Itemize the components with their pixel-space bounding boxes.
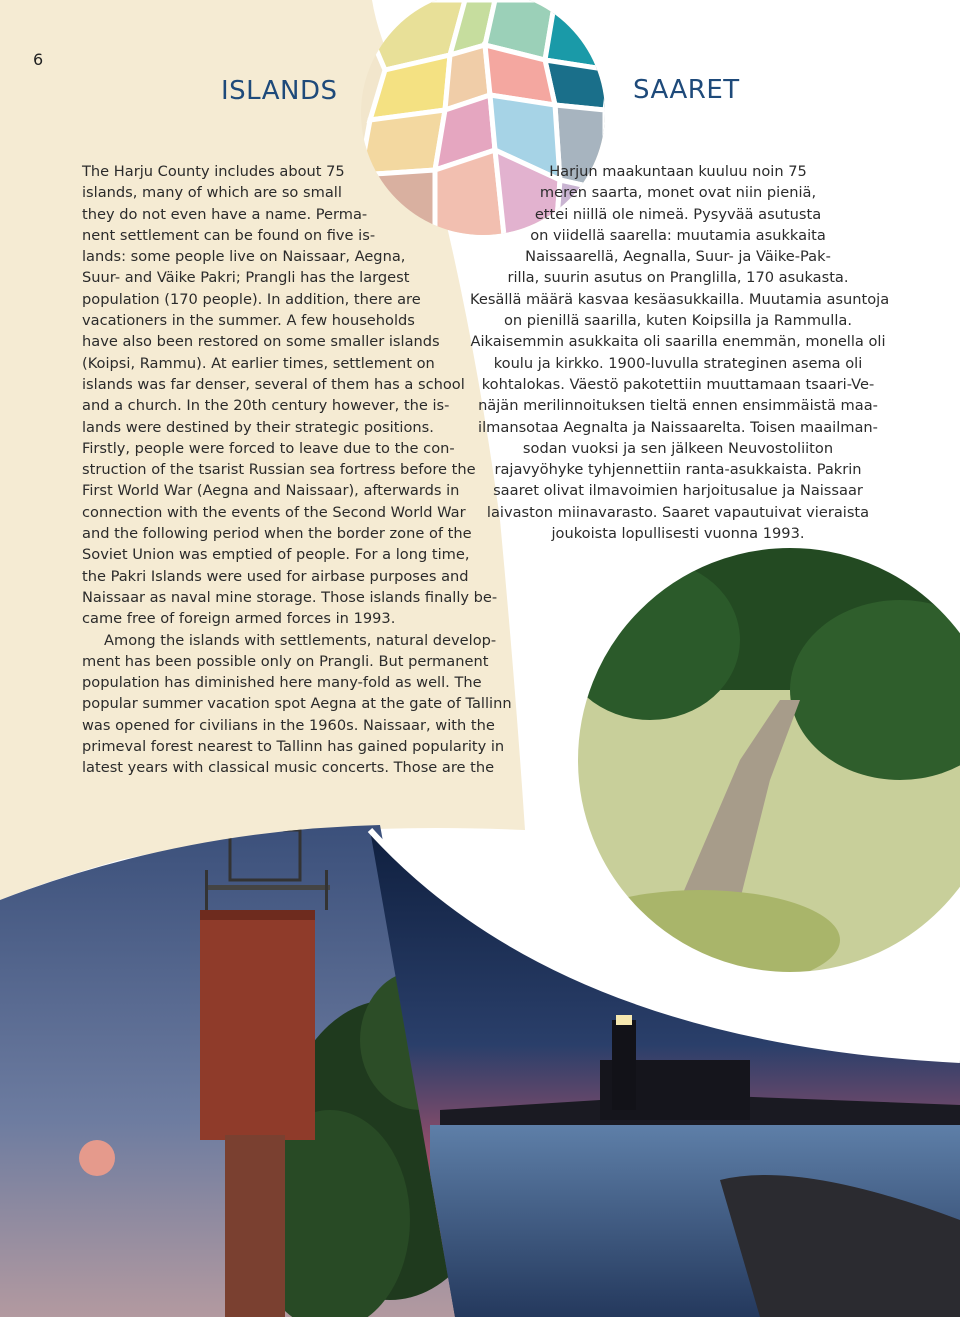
heading-saaret: SAARET xyxy=(633,75,740,105)
english-line: ment has been possible only on Prangli. But permanent xyxy=(82,652,489,670)
finnish-line: laivaston miinavarasto. Saaret vapautuivat vieraista xyxy=(486,503,870,521)
english-line: and a church. In the 20th century however, the is- xyxy=(82,397,450,415)
english-line: Naissaar as naval mine storage. Those islands finally be- xyxy=(82,588,498,606)
finnish-line: saaret olivat ilmavoimien harjoitusalue ja Naissaar xyxy=(493,482,863,500)
page-number: 6 xyxy=(33,50,44,69)
english-line: Firstly, people were forced to leave due to the con- xyxy=(82,439,455,457)
finnish-line: rajavyöhyke tyhjennettiin ranta-asukkaista. Pakrin xyxy=(494,461,862,479)
english-line: came free of foreign armed forces in 1993. xyxy=(82,610,396,628)
english-line: (Koipsi, Rammu). At earlier times, settlement on xyxy=(82,354,435,372)
english-line: and the following period when the border zone of the xyxy=(82,525,472,543)
finnish-line: ilmansotaa Aegnalta ja Naissaarelta. Toisen maailman- xyxy=(478,418,878,436)
english-line: The Harju County includes about 75 xyxy=(82,163,345,180)
finnish-line: on viidellä saarella: muutamia asukkaita xyxy=(530,226,826,244)
english-line: latest years with classical music concerts. Those are the xyxy=(82,759,495,777)
heading-islands: ISLANDS xyxy=(221,76,338,106)
english-line: First World War (Aegna and Naissaar), afterwards in xyxy=(82,482,460,500)
finnish-line: sodan vuoksi ja sen jälkeen Neuvostoliiton xyxy=(522,439,834,457)
english-line: they do not even have a name. Perma- xyxy=(82,205,368,223)
finnish-line: Naissaarellä, Aegnalla, Suur- ja Väike-Pak- xyxy=(525,248,831,266)
finnish-line: koulu ja kirkko. 1900-luvulla strateginen asema oli xyxy=(493,354,863,372)
english-line: Among the islands with settlements, natural develop- xyxy=(104,631,497,649)
english-line: was opened for civilians in the 1960s. Naissaar, with the xyxy=(82,716,495,734)
english-line: population has diminished here many-fold as well. The xyxy=(82,674,482,692)
english-line: popular summer vacation spot Aegna at the gate of Tallinn xyxy=(82,695,512,713)
english-line: population (170 people). In addition, there are xyxy=(82,290,421,308)
finnish-line: meren saarta, monet ovat niin pieniä, xyxy=(539,184,817,202)
finnish-line: Harjun maakuntaan kuuluu noin 75 xyxy=(549,163,807,180)
photo-boardwalk-circle xyxy=(560,540,960,990)
finnish-line: ettei niillä ole nimeä. Pysyvää asutusta xyxy=(534,205,822,223)
finnish-line: joukoista lopullisesti vuonna 1993. xyxy=(551,525,805,543)
english-line: lands were destined by their strategic positions. xyxy=(82,418,434,436)
finnish-body xyxy=(470,161,890,544)
english-line: islands, many of which are so small xyxy=(82,184,342,202)
english-body xyxy=(82,161,512,779)
finnish-line: kohtalokas. Väestö pakotettiin muuttamaan tsaari-Ve- xyxy=(481,375,875,393)
finnish-line: näjän merilinnoituksen tieltä ennen ensimmäistä maa- xyxy=(478,397,878,415)
finnish-line: Kesällä määrä kasvaa kesäasukkailla. Muutamia asuntoja xyxy=(470,290,890,308)
english-line: connection with the events of the Second World War xyxy=(82,503,466,521)
english-line: Suur- and Väike Pakri; Prangli has the largest xyxy=(82,269,410,287)
english-line: lands: some people live on Naissaar, Aegna, xyxy=(82,248,406,266)
english-line: Soviet Union was emptied of people. For a long time, xyxy=(82,546,470,564)
finnish-line: on pienillä saarilla, kuten Koipsilla ja Rammulla. xyxy=(503,312,853,330)
english-line: struction of the tsarist Russian sea fortress before the xyxy=(82,461,476,479)
finnish-line: rilla, suurin asutus on Pranglilla, 170 asukasta. xyxy=(507,269,849,287)
english-line: have also been restored on some smaller islands xyxy=(82,333,440,351)
english-line: vacationers in the summer. A few households xyxy=(82,312,415,330)
english-line: nent settlement can be found on five is- xyxy=(82,226,376,244)
finnish-line: Aikaisemmin asukkaita oli saarilla enemmän, monella oli xyxy=(470,333,886,351)
english-line: the Pakri Islands were used for airbase purposes and xyxy=(82,567,469,585)
english-line: islands was far denser, several of them has a school xyxy=(82,375,465,393)
english-line: primeval forest nearest to Tallinn has gained popularity in xyxy=(82,738,505,756)
